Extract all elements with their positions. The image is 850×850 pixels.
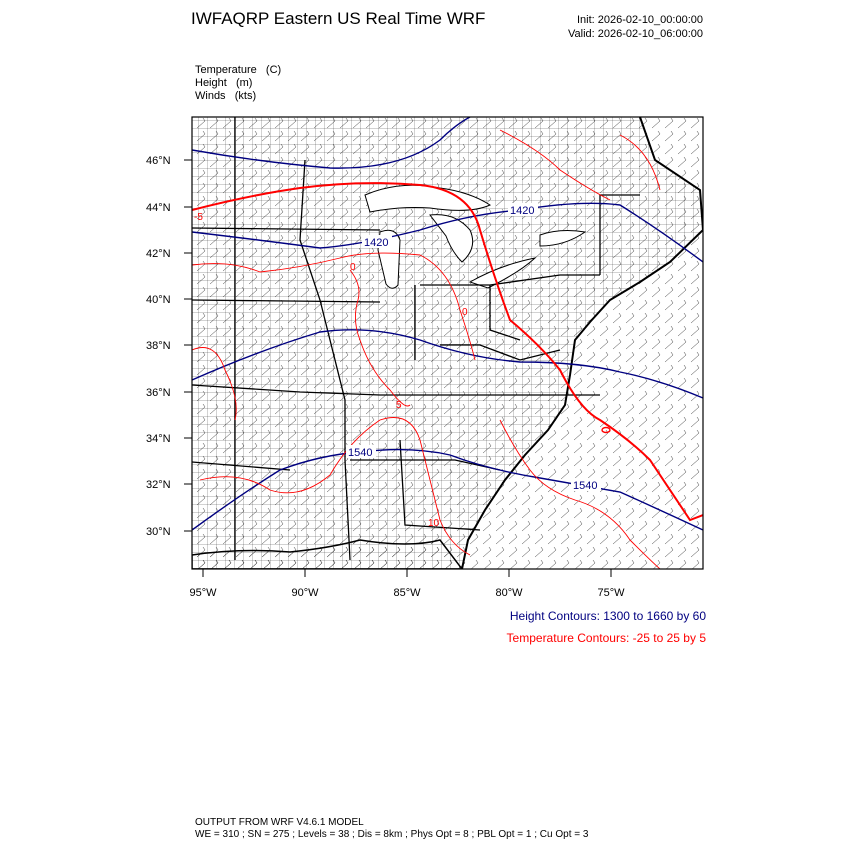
lat-label: 42°N (146, 248, 171, 260)
height-label: 1540 (348, 447, 373, 459)
temperature-label: 0 (462, 307, 468, 318)
lat-label: 40°N (146, 294, 171, 306)
height-label: 1420 (510, 205, 535, 217)
lat-label: 34°N (146, 433, 171, 445)
lon-label: 90°W (291, 587, 319, 599)
lon-label: 75°W (597, 587, 625, 599)
model-config: WE = 310 ; SN = 275 ; Levels = 38 ; Dis = 8km ; Phys Opt = 8 ; PBL Opt = 1 ; Cu Opt = 3 (195, 829, 589, 840)
height-label: 1420 (364, 237, 389, 249)
field-temperature: Temperature (C) (195, 64, 282, 76)
valid-time: Valid: 2026-02-10_06:00:00 (568, 28, 703, 40)
lon-label: 80°W (495, 587, 523, 599)
init-time: Init: 2026-02-10_00:00:00 (577, 14, 703, 26)
lat-label: 30°N (146, 526, 171, 538)
lon-label: 95°W (189, 587, 217, 599)
lat-label: 46°N (146, 155, 171, 167)
lat-label: 32°N (146, 479, 171, 491)
height-label: 1540 (573, 480, 598, 492)
temperature-label: 10 (428, 518, 440, 529)
field-winds: Winds (kts) (195, 90, 257, 102)
longitude-axis (189, 569, 625, 599)
temperature-label: -5 (194, 212, 203, 223)
model-version: OUTPUT FROM WRF V4.6.1 MODEL (195, 817, 364, 828)
height-contour-legend: Height Contours: 1300 to 1660 by 60 (509, 609, 706, 623)
temperature-label: 0 (350, 262, 356, 273)
lon-label: 85°W (393, 587, 421, 599)
field-height: Height (m) (195, 77, 253, 89)
temperature-label: 5 (396, 400, 402, 411)
latitude-axis (146, 155, 192, 538)
lat-label: 44°N (146, 202, 171, 214)
map-title: IWFAQRP Eastern US Real Time WRF (191, 9, 486, 28)
model-info (195, 817, 588, 841)
temperature-contour-legend: Temperature Contours: -25 to 25 by 5 (506, 631, 706, 645)
lat-label: 36°N (146, 387, 171, 399)
lat-label: 38°N (146, 340, 171, 352)
